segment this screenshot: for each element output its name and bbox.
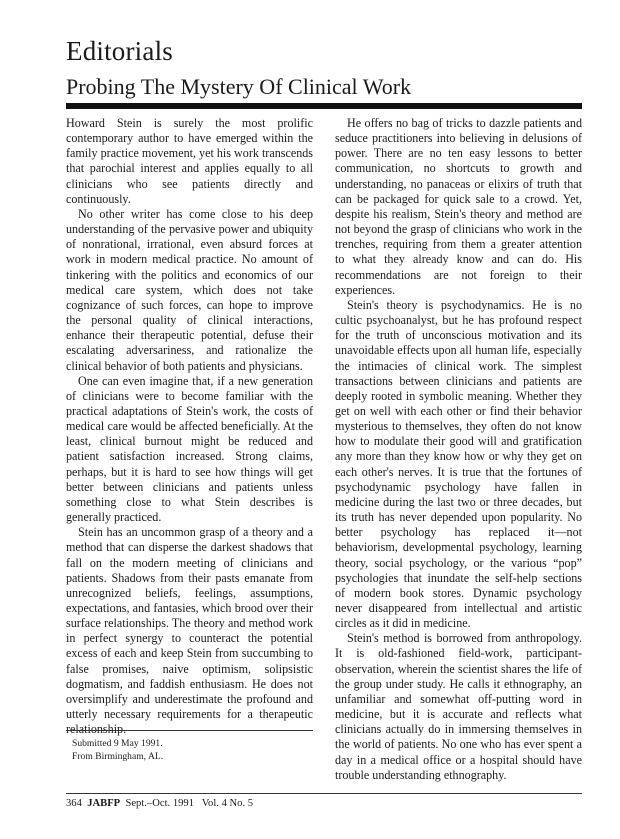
- paragraph: One can even imagine that, if a new generation of clinicians were to become familiar with the practical adaptations of Stein's work, the costs of medical care would be affected beneficially. At the least, clinical burnout might be reduced and patient satisfaction increased. Strong claims, perhaps, but it is hard to see how things will get better between clinicians and patients unless something close to what Stein describes is generally practiced.: [66, 373, 313, 525]
- issue-info: Sept.–Oct. 1991 Vol. 4 No. 5: [125, 798, 254, 809]
- article-body: [66, 116, 582, 783]
- paragraph: Howard Stein is surely the most prolific contemporary author to have emerged within the family practice movement, yet his work transcends that parochial interest and applies equally to all clinicians who see patients directly and continuously.: [66, 116, 313, 206]
- footer-rule: [66, 793, 582, 794]
- section-title: Editorials: [66, 36, 173, 66]
- journal-name: JABFP: [87, 798, 121, 809]
- paragraph: He offers no bag of tricks to dazzle patients and seduce practitioners into believing in delusions of power. There are no ten easy lessons to better communication, no shortcuts to growth and understanding, no panaceas or elixirs of truth that can be packaged for quick sale to a crowd. Yet, despite his realism, Stein's theory and method are not beyond the grasp of clinicians who work in the trenches, requiring from them a greater attention to what they already know and can do. His recommendations are not foreign to their experiences.: [335, 116, 582, 297]
- page-footer: [66, 798, 253, 809]
- paragraph: Stein's method is borrowed from anthropology. It is old-fashioned field-work, participant-observation, wherein the scientist shares the life of the group under study. He calls it ethnography, an unfamiliar and somewhat off-putting word in medicine, but it is accurate and reflects what clinicians actually do in immersing themselves in the world of patients. No one who has ever spent a day in a medical office or a hospital should have trouble understanding ethnography.: [335, 631, 582, 782]
- left-column: [66, 116, 313, 783]
- article-title: Probing The Mystery Of Clinical Work: [66, 74, 412, 99]
- submitted-note: Submitted 9 May 1991.: [72, 738, 163, 749]
- paragraph: Stein's theory is psychodynamics. He is no cultic psychoanalyst, but he has profound respect for the truth of unconscious motivation and its unavoidable effects upon all human life, especially the intimacies of clinical work. The simplest transactions between clinicians and patients are deeply rooted in symbolic meaning. Whether they get on well with each other or find their behavior mysterious to themselves, they often do not know how to modulate their good will and gratification any more than they know how or why they get on each other's nerves. It is true that the fortunes of psychodynamic psychology have fallen in medicine during the last two or three decades, but its truth has never depended upon popularity. No better psychology has replaced it—not behaviorism, developmental psychology, learning theory, social psychology, or the various “pop” psychologies that inundate the self-help sections of modern book stores. Dynamic psychology never disappeared from intellectual and artistic circles as it did in medicine.: [335, 297, 582, 631]
- paragraph: Stein has an uncommon grasp of a theory and a method that can disperse the darkest shadows that fall on the modern meeting of clinicians and patients. Shadows from their pasts emanate from unrecognized beliefs, feelings, assumptions, expectations, and fantasies, which brood over their surface relationships. The theory and method work in perfect synergy to counteract the potential excess of each and keep Stein from succumbing to false promises, naive optimism, solipsistic dogmatism, and faddish enthusiasm. He does not oversimplify and underestimate the profound and utterly necessary requirements for a therapeutic relationship.: [66, 525, 313, 737]
- title-rule: [66, 103, 582, 109]
- paragraph: No other writer has come close to his deep understanding of the pervasive power and ubiquity of nonrational, irrational, even absurd forces at work in modern medical practice. No amount of tinkering with the politics and economics of our medical care system, which does not take cognizance of such forces, can hope to improve the personal quality of clinical interactions, enhance their therapeutic potential, defuse their escalating adversariness, and rationalize the clinical behavior of both patients and physicians.: [66, 206, 313, 373]
- footnotes: [66, 730, 313, 763]
- page-number: 364: [66, 798, 82, 809]
- right-column: [335, 116, 582, 783]
- footnote-rule: [66, 730, 313, 731]
- affiliation-note: From Birmingham, AL.: [72, 751, 164, 762]
